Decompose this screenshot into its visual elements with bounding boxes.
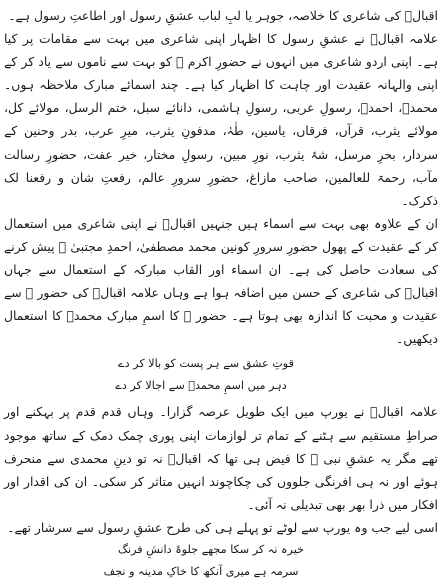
paragraph-summary: اقبالؒ کی شاعری کا خلاصہ، جوہر یا لبِ لباب عشقِ رسول اور اطاعتِ رسول ہے۔ (8, 8, 438, 23)
verse-1-line-2: دہر میں اسمِ محمدؐ سے اجالا کر دے (115, 379, 287, 393)
paragraph-names-of-prophet: علامہ اقبالؒ نے عشقِ رسول کا اظہار اپنی شاعری میں بہت سے مقامات پر کیا ہے۔ اپنی اردو شاعری میں انہوں نے حضورِ اکرم ﷺ کو بہت سے ناموں سے یاد کر کے اپنی والہانہ عقیدت اور چاہت کا اظہار کیا ہے۔ چند اسمائے مبارک ملاحظہ ہوں۔ محمدؐ، احمدؐ، رسولِ عربی، رسولِ ہاشمی، دانائے سبل، ختم الرسل، مولائے کل، مولائے یثرب، قرآں، فرقاں، یاسین، طٰہٰ، مدفونِ یثرب، میرِ عرب، بدر وحنین کے سردار، بحرِ مرسل، شۂ یثرب، نورِ مبین، رسولِ مختار، خیر عفت، حضورِ رسالت مآب، رحمۃ للعالمین، صاحب مازاغ، حضورِ سرورِ عالم، رفعتِ شان و رفعنا لک ذکرک۔ (4, 31, 438, 208)
document-page (4, 4, 438, 578)
paragraph-europe: علامہ اقبالؒ نے یورپ میں ایک طویل عرصہ گزارا۔ وہاں قدم قدم پر بہکنے اور صراطِ مستقیم سے ہٹنے کے تمام تر لوازمات اپنی پوری چمک دمک کے ساتھ موجود تھے مگر یہ عشقِ نبی ﷺ کا فیض ہی تھا کہ اقبالؒ نہ تو دینِ محمدی سے منحرف ہوئے اور نہ ہی افرنگی جلووں کی چکاچوند انہیں متاثر کر سکی۔ ان کی اقدار اور افکار میں ذرا بھر بھی تبدیلی نہ آئی۔ (4, 404, 438, 512)
verse-2-line-2: سرمہ ہے میری آنکھ کا خاکِ مدینہ و نجف (103, 564, 299, 578)
paragraph-other-names: ان کے علاوہ بھی بہت سے اسماء ہیں جنہیں اقبالؒ نے اپنی شاعری میں استعمال کر کے عقیدت کے پھول حضورِ سرورِ کونین محمد مصطفیٰ، احمدِ مجتبیٰ ﷺ پیش کرنے کی سعادت حاصل کی ہے۔ ان اسماء اور القاب مبارکہ کے استعمال سے جہاں اقبالؒ کی شاعری کے حسن میں اضافہ ہوا ہے وہاں علامہ اقبالؒ کی حضور ﷺ سے عقیدت و محبت کا اندازہ بھی ہوتا ہے۔ حضور ﷺ کا اسمِ مبارک محمدؐ کا استعمال دیکھیں۔ (4, 215, 438, 347)
paragraph-return: اسی لیے جب وہ یورپ سے لوٹے تو پہلے ہی کی طرح عشقِ رسول سے سرشار تھے۔ (7, 519, 438, 535)
verse-1-line-1: قوتِ عشق سے ہر پست کو بالا کر دے (118, 357, 294, 371)
verse-2-line-1: خیرہ نہ کر سکا مجھے جلوۂ دانشِ فرنگ (117, 542, 305, 556)
